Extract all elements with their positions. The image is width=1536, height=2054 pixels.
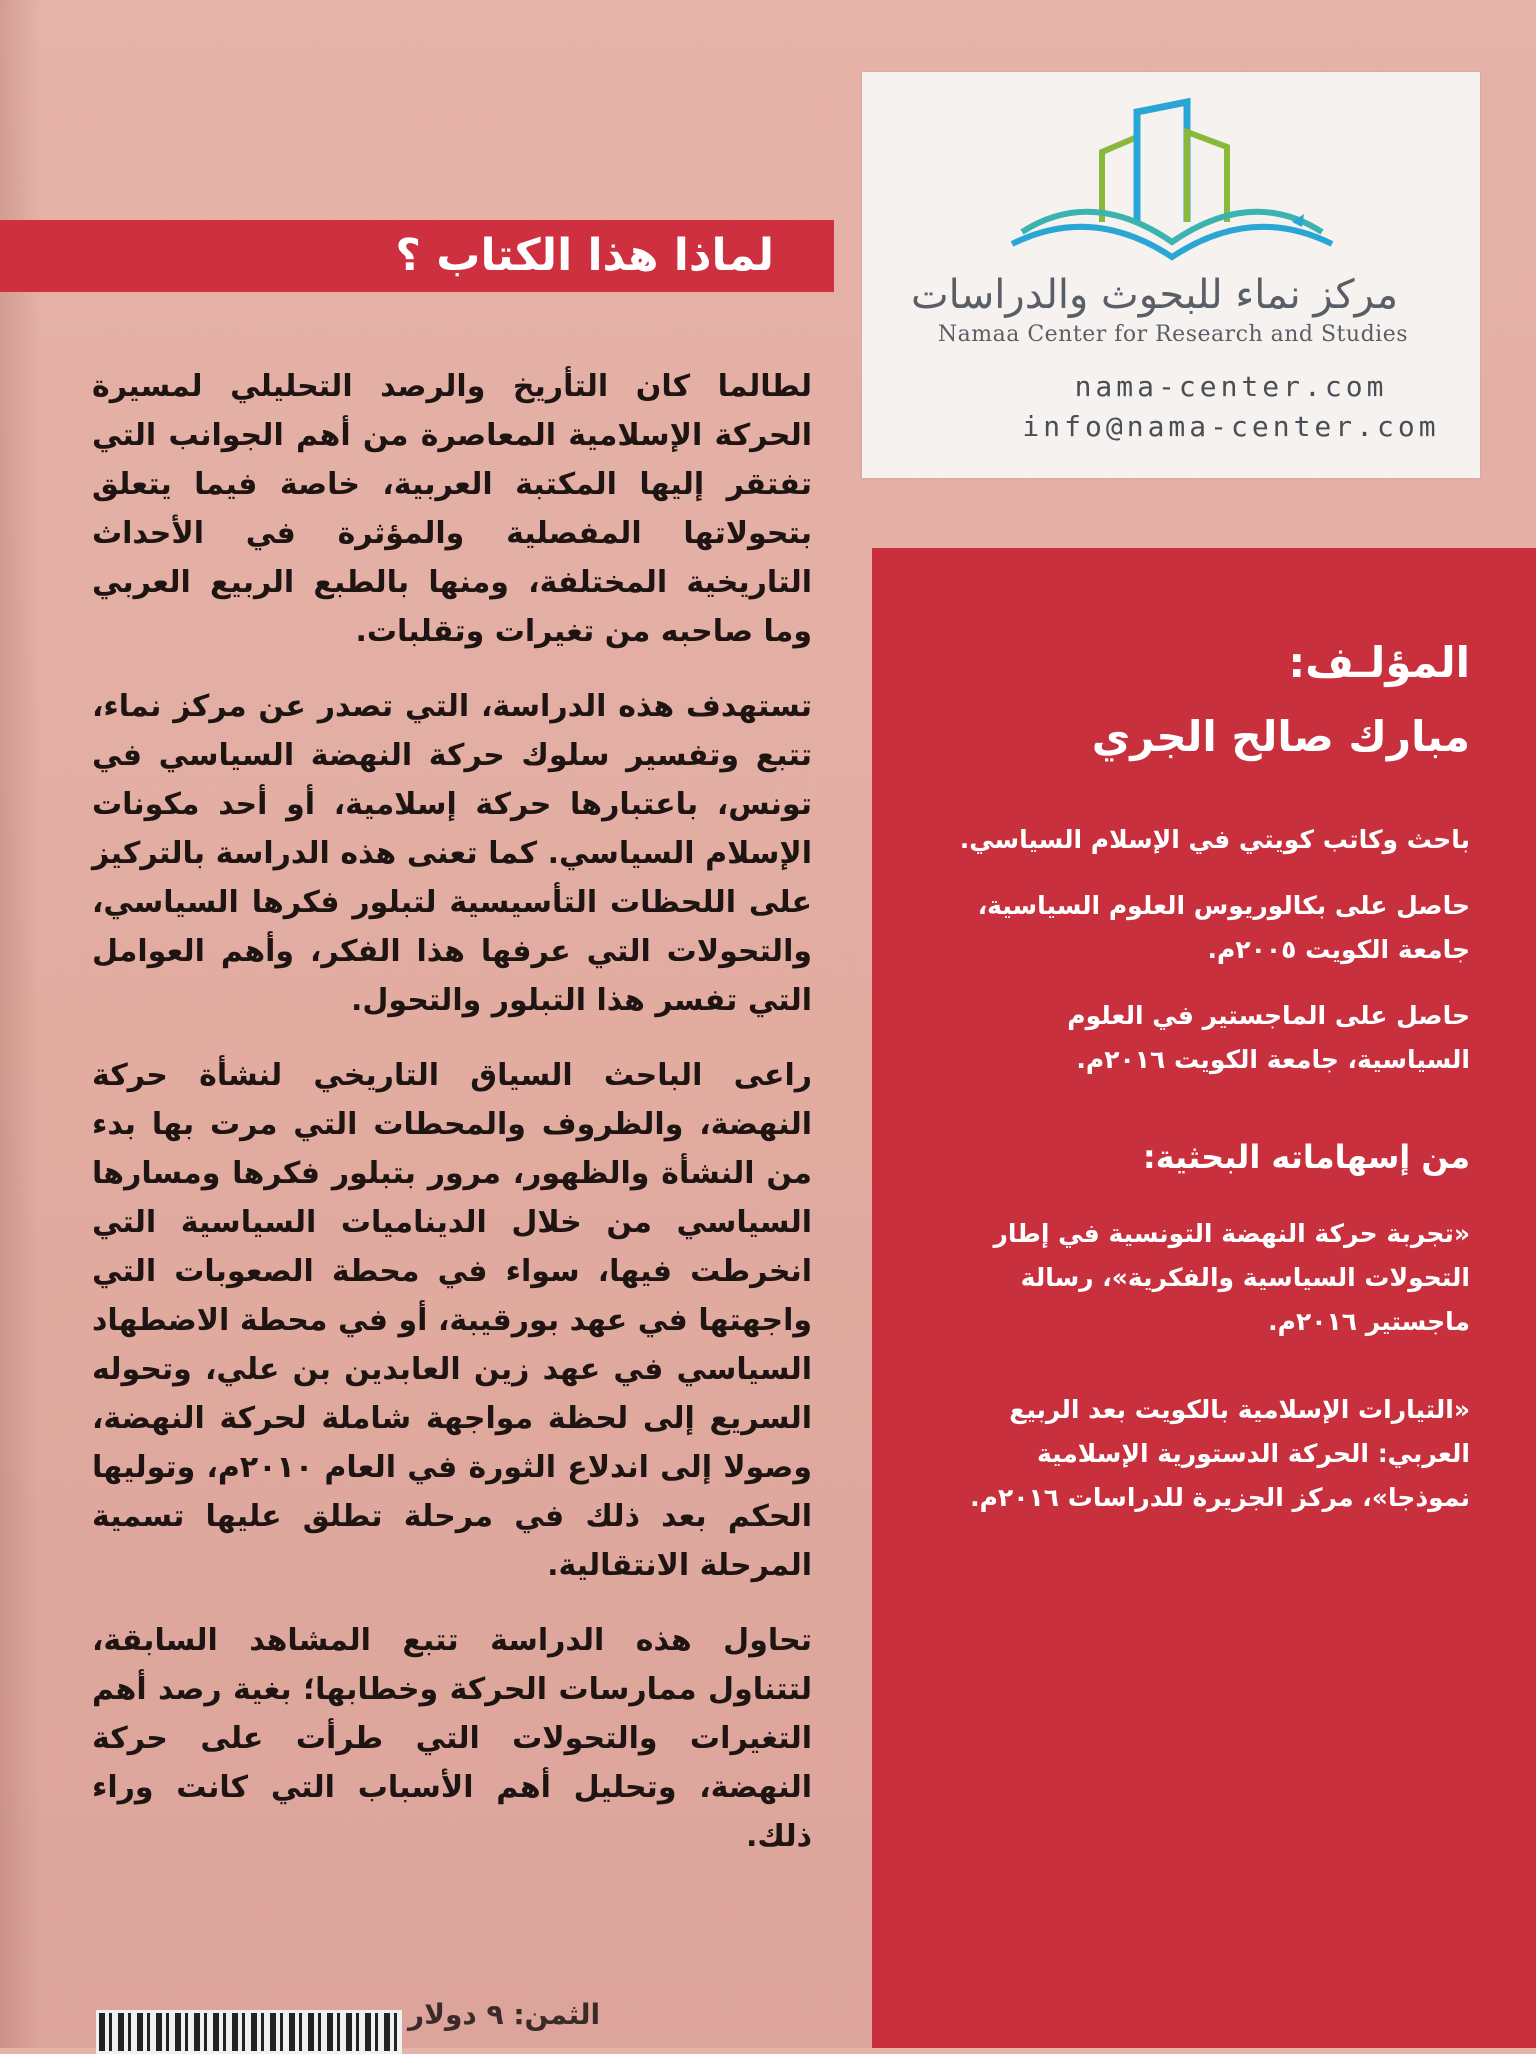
author-panel — [872, 548, 1536, 2048]
publisher-box — [862, 72, 1480, 478]
publisher-email: info@nama-center.com — [1022, 410, 1440, 443]
author-name: مبارك صالح الجري — [1091, 712, 1470, 761]
body-paragraph: راعى الباحث السياق التاريخي لنشأة حركة النهضة، والظروف والمحطات التي مرت بها بدء من النشأة والظهور، مرور بتبلور فكرها ومسارها السياسي من خلال الديناميات السياسية التي انخرطت فيها، سواء في محطة الصعوبات التي واجهتها في عهد بورقيبة، أو في محطة الاضطهاد السياسي في عهد زين العابدين بن علي، وتحوله السريع إلى لحظة مواجهة شاملة لحركة النهضة، وصولا إلى اندلاع الثورة في العام ٢٠١٠م، وتوليها الحكم بعد ذلك في مرحلة تطلق عليها تسمية المرحلة الانتقالية. — [92, 1058, 812, 1583]
spine-shadow — [0, 0, 40, 2048]
author-label: المؤلـف: — [1288, 638, 1470, 687]
publisher-website: nama-center.com — [1074, 370, 1388, 403]
why-section-body — [92, 362, 812, 1887]
author-bio-line: حاصل على بكالوريوس العلوم السياسية، جامعة الكويت ٢٠٠٥م. — [977, 891, 1470, 964]
why-section-title: لماذا هذا الكتاب ؟ — [395, 230, 774, 281]
publisher-name-en: Namaa Center for Research and Studies — [937, 322, 1408, 347]
body-paragraph: لطالما كان التأريخ والرصد التحليلي لمسيرة الحركة الإسلامية المعاصرة من أهم الجوانب التي تفتقر إليها المكتبة العربية، خاصة فيما يتعلق بتحولاتها المفصلية والمؤثرة في الأحداث التاريخية المختلفة، ومنها بالطبع الربيع العربي وما صاحبه من تغيرات وتقلبات. — [92, 369, 812, 649]
body-paragraph: تحاول هذه الدراسة تتبع المشاهد السابقة، لتتناول ممارسات الحركة وخطابها؛ بغية رصد أهم التغيرات والتحولات التي طرأت على حركة النهضة، وتحليل أهم الأسباب التي كانت وراء ذلك. — [92, 1623, 812, 1854]
contributions-title: من إسهاماته البحثية: — [1142, 1138, 1470, 1176]
why-section-header — [0, 220, 834, 292]
contribution-item: «التيارات الإسلامية بالكويت بعد الربيع العربي: الحركة الدستورية الإسلامية نموذجا»، مركز الجزيرة للدراسات ٢٠١٦م. — [970, 1395, 1470, 1512]
author-bio-line: حاصل على الماجستير في العلوم السياسية، جامعة الكويت ٢٠١٦م. — [1067, 1001, 1470, 1074]
qr-code-icon — [96, 2010, 402, 2054]
price-label: الثمن: ٩ دولار — [408, 1998, 601, 2031]
author-bio-line: باحث وكاتب كويتي في الإسلام السياسي. — [959, 825, 1470, 854]
body-paragraph: تستهدف هذه الدراسة، التي تصدر عن مركز نماء، تتبع وتفسير سلوك حركة النهضة السياسي في تونس، باعتبارها حركة إسلامية، أو أحد مكونات الإسلام السياسي. كما تعنى هذه الدراسة بالتركيز على اللحظات التأسيسية لتبلور فكرها السياسي، والتحولات التي عرفها هذا الفكر، وأهم العوامل التي تفسر هذا التبلور والتحول. — [92, 689, 812, 1018]
open-book-buildings-logo-icon — [1002, 92, 1342, 267]
publisher-name-ar: مركز نماء للبحوث والدراسات — [910, 272, 1398, 318]
contribution-item: «تجربة حركة النهضة التونسية في إطار التحولات السياسية والفكرية»، رسالة ماجستير ٢٠١٦م. — [993, 1219, 1470, 1336]
